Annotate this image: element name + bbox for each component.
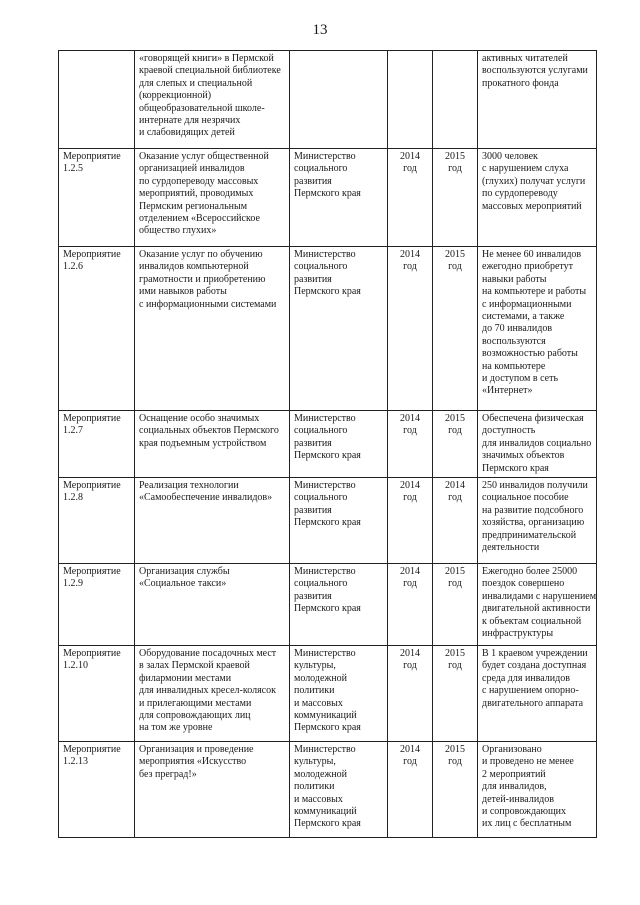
- cell-code: [59, 247, 135, 411]
- cell-text-line: и доступом в сеть: [482, 373, 559, 385]
- cell-text-line: 1.2.5: [63, 163, 83, 175]
- cell-text-line: год: [448, 163, 462, 175]
- cell-text-line: «Самообеспечение инвалидов»: [139, 492, 273, 504]
- cell-code: [59, 411, 135, 478]
- cell-text-line: и массовых: [294, 793, 343, 805]
- cell-code: [59, 149, 135, 247]
- cell-text-line: Министерство: [294, 249, 356, 260]
- cell-text-line: Оказание услуг по обучению: [139, 249, 263, 260]
- cell-text-line: системами, а также: [482, 311, 565, 323]
- cell-text-line: и сопровождающих: [482, 806, 567, 818]
- cell-text-line: культуры,: [294, 756, 336, 768]
- cell-text-line: 2015: [445, 744, 465, 756]
- cell-text-line: для инвалидов,: [482, 781, 547, 793]
- cell-text-line: Мероприятие: [63, 566, 121, 578]
- cell-text-line: детей-инвалидов: [482, 793, 554, 805]
- cell-text-line: деятельности: [482, 542, 540, 554]
- cell-text-line: Пермского края: [294, 188, 361, 200]
- cell-text-line: Ежегодно более 25000: [482, 566, 578, 578]
- cell-text-line: двигательного аппарата: [482, 697, 584, 709]
- cell-text-line: и массовых: [294, 697, 343, 709]
- cell-text-line: на компьютере и работы: [482, 286, 587, 298]
- cell-text-line: 1.2.8: [63, 492, 83, 504]
- cell-text-line: 2015: [445, 249, 465, 260]
- cell-text-line: ежегодно приобретут: [482, 261, 573, 273]
- cell-text-line: развития: [294, 273, 332, 285]
- cell-text-line: 1.2.9: [63, 578, 83, 590]
- cell-text-line: двигательной активности: [482, 603, 591, 615]
- cell-text-line: интернате для незрячих: [139, 115, 241, 127]
- cell-text-line: социальное пособие: [482, 492, 569, 504]
- cell-result: [478, 646, 597, 742]
- table-row: [59, 742, 597, 838]
- cell-text-line: 1.2.6: [63, 261, 83, 273]
- cell-executor: [290, 646, 388, 742]
- cell-text-line: Пермского края: [294, 818, 361, 830]
- cell-text-line: социального: [294, 425, 348, 437]
- cell-text-line: Пермского края: [294, 286, 361, 298]
- cell-text-line: воспользуются: [482, 335, 546, 347]
- cell-text-line: массовых мероприятий: [482, 200, 582, 212]
- cell-text-line: для инвалидов социально: [482, 437, 592, 449]
- cell-text-line: инвалидами с нарушением: [482, 590, 597, 602]
- cell-description: [135, 247, 290, 411]
- cell-text-line: год: [403, 756, 417, 768]
- cell-text-line: по сурдопереводу: [482, 188, 558, 200]
- cell-text-line: на том же уровне: [139, 722, 213, 734]
- cell-description: [135, 411, 290, 478]
- cell-executor: [290, 411, 388, 478]
- page-number: 13: [312, 22, 328, 38]
- cell-text-line: значимых объектов: [482, 450, 565, 462]
- cell-text-line: без преград!»: [139, 768, 197, 780]
- cell-text-line: Пермского края: [294, 722, 361, 734]
- cell-text-line: культуры,: [294, 660, 336, 672]
- table-row: [59, 247, 597, 411]
- cell-end-year: [433, 564, 478, 646]
- cell-text-line: до 70 инвалидов: [482, 323, 553, 335]
- cell-text-line: на развитие подсобного: [482, 504, 584, 516]
- cell-text-line: год: [448, 492, 462, 504]
- cell-result: [478, 564, 597, 646]
- cell-description: [135, 51, 290, 149]
- cell-description: [135, 478, 290, 564]
- cell-text-line: по сурдопереводу массовых: [139, 175, 259, 187]
- cell-text-line: для слепых и специальной: [139, 77, 253, 89]
- cell-text-line: 2014: [400, 648, 420, 660]
- cell-text-line: с нарушением опорно-: [482, 685, 579, 697]
- cell-executor: [290, 247, 388, 411]
- cell-end-year: [433, 478, 478, 564]
- cell-text-line: филармонии местами: [139, 672, 232, 684]
- cell-text-line: инфраструктуры: [482, 628, 554, 640]
- cell-text-line: «Социальное такси»: [139, 578, 227, 590]
- cell-result: [478, 51, 597, 149]
- cell-text-line: 2014: [400, 566, 420, 578]
- cell-text-line: год: [448, 425, 462, 437]
- cell-text-line: Не менее 60 инвалидов: [482, 249, 582, 260]
- cell-text-line: год: [403, 163, 417, 175]
- cell-code: [59, 646, 135, 742]
- cell-text-line: 2015: [445, 151, 465, 162]
- cell-start-year: [388, 247, 433, 411]
- cell-text-line: и проведено не менее: [482, 756, 574, 768]
- cell-text-line: 1.2.13: [63, 756, 88, 768]
- cell-text-line: навыки работы: [482, 273, 547, 285]
- cell-text-line: развития: [294, 175, 332, 187]
- table-row: [59, 411, 597, 478]
- cell-text-line: развития: [294, 504, 332, 516]
- cell-text-line: Мероприятие: [63, 648, 121, 660]
- cell-text-line: 1.2.10: [63, 660, 88, 672]
- cell-start-year: [388, 149, 433, 247]
- cell-text-line: Пермского края: [294, 517, 361, 529]
- cell-text-line: социального: [294, 163, 348, 175]
- cell-text-line: общество глухих»: [139, 225, 217, 237]
- cell-text-line: доступность: [482, 425, 536, 437]
- cell-text-line: год: [403, 660, 417, 672]
- cell-description: [135, 742, 290, 838]
- cell-executor: [290, 149, 388, 247]
- cell-text-line: воспользуются услугами: [482, 65, 588, 77]
- cell-text-line: «Интернет»: [482, 385, 533, 397]
- cell-text-line: 3000 человек: [482, 151, 538, 162]
- cell-text-line: 2014: [400, 249, 420, 260]
- cell-text-line: социального: [294, 578, 348, 590]
- cell-text-line: 2015: [445, 566, 465, 578]
- program-table: [58, 50, 597, 838]
- cell-code: [59, 51, 135, 149]
- cell-result: [478, 411, 597, 478]
- cell-text-line: Мероприятие: [63, 249, 121, 260]
- cell-code: [59, 742, 135, 838]
- cell-text-line: мероприятий, проводимых: [139, 188, 254, 200]
- cell-text-line: 2015: [445, 413, 465, 424]
- cell-result: [478, 149, 597, 247]
- cell-result: [478, 478, 597, 564]
- cell-text-line: «говорящей книги» в Пермской: [139, 53, 274, 64]
- cell-text-line: на компьютере: [482, 360, 546, 372]
- cell-executor: [290, 478, 388, 564]
- cell-text-line: Организация службы: [139, 566, 230, 578]
- cell-text-line: год: [448, 578, 462, 590]
- cell-text-line: В 1 краевом учреждении: [482, 648, 588, 660]
- cell-text-line: Министерство: [294, 480, 356, 492]
- cell-description: [135, 646, 290, 742]
- cell-text-line: Оказание услуг общественной: [139, 151, 269, 162]
- cell-text-line: Мероприятие: [63, 480, 121, 492]
- cell-text-line: Пермского края: [482, 462, 549, 474]
- cell-text-line: 2014: [400, 413, 420, 424]
- cell-text-line: (глухих) получат услуги: [482, 175, 586, 187]
- cell-start-year: [388, 646, 433, 742]
- cell-text-line: Пермского края: [294, 603, 361, 615]
- cell-text-line: 2 мероприятий: [482, 768, 546, 780]
- cell-end-year: [433, 742, 478, 838]
- cell-end-year: [433, 247, 478, 411]
- cell-text-line: их лиц с бесплатным: [482, 818, 572, 830]
- cell-end-year: [433, 149, 478, 247]
- cell-text-line: края подъемным устройством: [139, 437, 267, 449]
- cell-text-line: Обеспечена физическая: [482, 413, 584, 424]
- cell-start-year: [388, 51, 433, 149]
- cell-text-line: (коррекционной): [139, 90, 212, 102]
- table-row: [59, 51, 597, 149]
- cell-text-line: социальных объектов Пермского: [139, 425, 279, 437]
- cell-text-line: Оборудование посадочных мест: [139, 648, 277, 660]
- cell-executor: [290, 51, 388, 149]
- cell-text-line: молодежной: [294, 672, 348, 684]
- cell-text-line: год: [403, 578, 417, 590]
- cell-text-line: хозяйства, организацию: [482, 517, 585, 529]
- cell-end-year: [433, 646, 478, 742]
- cell-text-line: Реализация технологии: [139, 480, 239, 492]
- cell-code: [59, 564, 135, 646]
- cell-text-line: Министерство: [294, 413, 356, 424]
- cell-text-line: Оснащение особо значимых: [139, 413, 260, 424]
- cell-text-line: 2014: [400, 151, 420, 162]
- cell-text-line: краевой специальной библиотеке: [139, 65, 281, 77]
- cell-end-year: [433, 51, 478, 149]
- cell-text-line: инвалидов компьютерной: [139, 261, 249, 273]
- cell-result: [478, 247, 597, 411]
- cell-text-line: отделением «Всероссийское: [139, 213, 260, 225]
- cell-text-line: среда для инвалидов: [482, 672, 570, 684]
- cell-text-line: Министерство: [294, 566, 356, 578]
- cell-text-line: Мероприятие: [63, 413, 121, 424]
- cell-text-line: к объектам социальной: [482, 615, 582, 627]
- cell-text-line: Организовано: [482, 744, 542, 756]
- cell-result: [478, 742, 597, 838]
- cell-text-line: развития: [294, 590, 332, 602]
- cell-text-line: Министерство: [294, 151, 356, 162]
- cell-text-line: Министерство: [294, 648, 356, 660]
- cell-text-line: организацией инвалидов: [139, 163, 245, 175]
- cell-text-line: прокатного фонда: [482, 77, 559, 89]
- cell-text-line: молодежной: [294, 768, 348, 780]
- cell-text-line: социального: [294, 261, 348, 273]
- cell-text-line: Министерство: [294, 744, 356, 756]
- cell-text-line: коммуникаций: [294, 806, 357, 818]
- cell-text-line: развития: [294, 437, 332, 449]
- cell-text-line: будет создана доступная: [482, 660, 587, 672]
- cell-executor: [290, 564, 388, 646]
- cell-text-line: год: [403, 492, 417, 504]
- cell-text-line: и прилегающими местами: [139, 697, 252, 709]
- cell-text-line: 1.2.7: [63, 425, 83, 437]
- cell-start-year: [388, 478, 433, 564]
- cell-text-line: ими навыков работы: [139, 286, 227, 298]
- cell-text-line: предпринимательской: [482, 529, 577, 541]
- cell-text-line: год: [448, 756, 462, 768]
- cell-text-line: общеобразовательной школе-: [139, 102, 265, 114]
- cell-text-line: Мероприятие: [63, 744, 121, 756]
- cell-text-line: политики: [294, 781, 335, 793]
- cell-description: [135, 149, 290, 247]
- cell-text-line: 2014: [445, 480, 465, 492]
- cell-text-line: 2014: [400, 744, 420, 756]
- cell-code: [59, 478, 135, 564]
- table-row: [59, 149, 597, 247]
- cell-text-line: активных читателей: [482, 53, 568, 64]
- cell-text-line: Пермским региональным: [139, 200, 248, 212]
- cell-start-year: [388, 742, 433, 838]
- cell-text-line: год: [403, 425, 417, 437]
- cell-text-line: коммуникаций: [294, 710, 357, 722]
- cell-text-line: 250 инвалидов получили: [482, 480, 588, 492]
- cell-text-line: Организация и проведение: [139, 744, 254, 756]
- table-row: [59, 478, 597, 564]
- cell-text-line: и слабовидящих детей: [139, 127, 235, 139]
- cell-text-line: с информационными: [482, 298, 572, 310]
- cell-start-year: [388, 564, 433, 646]
- cell-text-line: мероприятия «Искусство: [139, 756, 247, 768]
- cell-text-line: с нарушением слуха: [482, 163, 569, 175]
- cell-text-line: политики: [294, 685, 335, 697]
- cell-text-line: год: [448, 660, 462, 672]
- table-row: [59, 646, 597, 742]
- cell-text-line: год: [403, 261, 417, 273]
- cell-start-year: [388, 411, 433, 478]
- table-row: [59, 564, 597, 646]
- cell-text-line: возможностью работы: [482, 348, 578, 360]
- cell-text-line: 2015: [445, 648, 465, 660]
- cell-text-line: Пермского края: [294, 450, 361, 462]
- cell-text-line: для сопровождающих лиц: [139, 710, 251, 722]
- cell-text-line: Мероприятие: [63, 151, 121, 162]
- cell-text-line: грамотности и приобретению: [139, 273, 266, 285]
- cell-text-line: для инвалидных кресел-колясок: [139, 685, 276, 697]
- table-body: [59, 51, 597, 838]
- cell-text-line: 2014: [400, 480, 420, 492]
- cell-text-line: в залах Пермской краевой: [139, 660, 250, 672]
- cell-text-line: социального: [294, 492, 348, 504]
- cell-text-line: с информационными системами: [139, 298, 277, 310]
- cell-text-line: поездок совершено: [482, 578, 565, 590]
- cell-description: [135, 564, 290, 646]
- cell-text-line: год: [448, 261, 462, 273]
- cell-end-year: [433, 411, 478, 478]
- cell-executor: [290, 742, 388, 838]
